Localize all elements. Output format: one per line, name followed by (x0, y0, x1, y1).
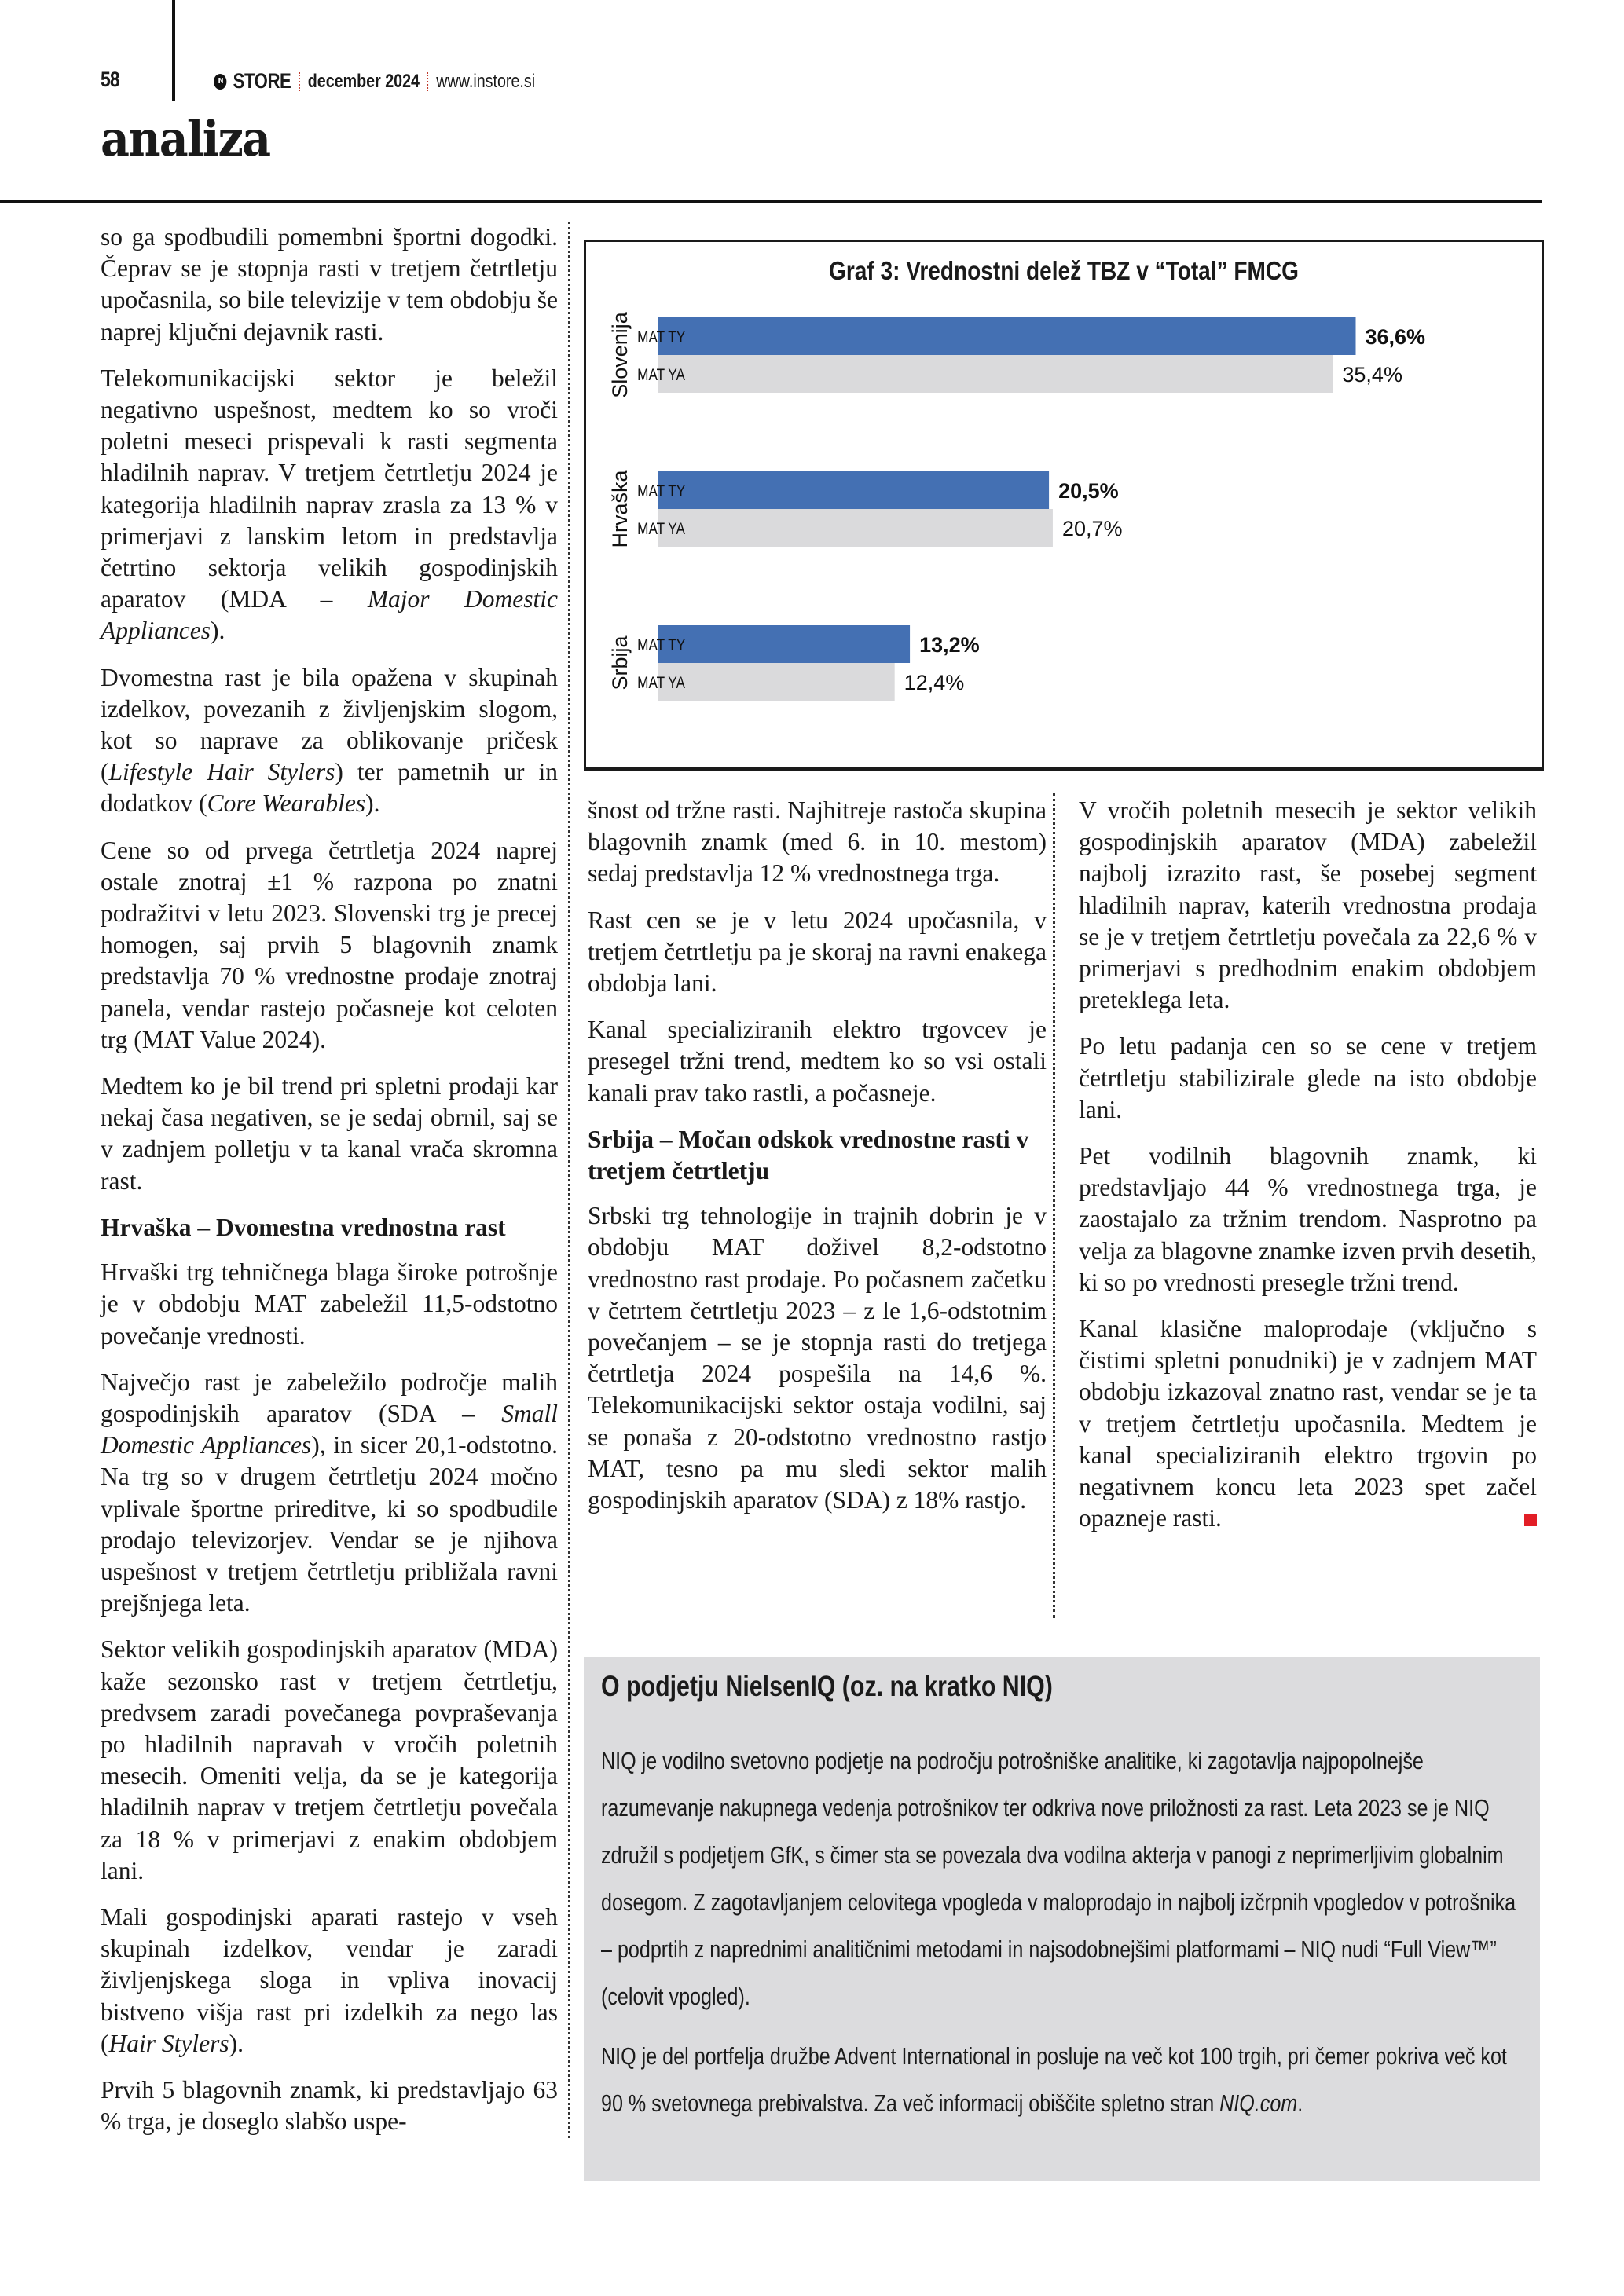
masthead (214, 69, 535, 93)
text: ). (229, 2029, 244, 2057)
text: ), in sicer 20,1-odstotno. Na trg so v drugem četrtletju 2024 močno vplivale športne prireditve, ki so spodbudile prodajo televizorjev. Vendar se je njihova uspešnost v tretjem četrtletju približala ravni prejšnjega leta. (101, 1431, 558, 1617)
data-label: 35,4% (1342, 363, 1402, 386)
paragraph (101, 363, 558, 647)
paragraph (101, 1367, 558, 1620)
series-label: MAT TY (637, 328, 686, 347)
issue-date: december 2024 (307, 70, 420, 92)
paragraph: Rast cen se je v letu 2024 upočasnila, v tretjem četrtletju pa je skoraj na ravni enakega obdobja lani. (588, 906, 1047, 998)
paragraph (101, 1902, 558, 2060)
paragraph (101, 662, 558, 820)
bar-mat-ty-0 (658, 317, 1355, 355)
subheading-croatia: Hrvaška – Dvomestna vrednostna rast (101, 1213, 506, 1241)
paragraph: Po letu padanja cen so se cene v tretjem četrtletju stabilizirale glede na isto obdobje lani. (1079, 1032, 1537, 1123)
data-label: 20,5% (1058, 479, 1119, 503)
niq-box-title: O podjetju NielsenIQ (oz. na kratko NIQ) (601, 1670, 1053, 1702)
right-column (1079, 795, 1537, 1549)
header-vertical-rule (172, 0, 175, 101)
italic-text: Small Domestic Appliances (101, 1399, 558, 1459)
bar-mat-ya-2 (658, 663, 895, 701)
bar-chart (586, 242, 1542, 767)
niq-box-body (601, 1738, 1524, 2140)
category-label-srbija: Srbija (608, 635, 632, 690)
text: Največjo rast je zabeležilo področje malih gospodinjskih aparatov (SDA – (101, 1368, 558, 1427)
chart-graf-3 (584, 240, 1544, 771)
paragraph: Prvih 5 blagovnih znamk, ki predstavljajo 63 % trga, je doseglo slabšo uspe- (101, 2075, 558, 2136)
section-title: analiza (101, 110, 270, 167)
column-divider (1053, 793, 1055, 1618)
data-label: 20,7% (1061, 517, 1123, 540)
italic-text: Core Wearables (207, 789, 366, 818)
website-link[interactable]: www.instore.si (436, 70, 536, 92)
category-label-hrvaška: Hrvaška (608, 470, 632, 548)
paragraph: NIQ je vodilno svetovno podjetje na področju potrošniške analitike, ki zagotavlja najpopolnejše razumevanje nakupnega vedenja potrošnikov ter odkriva nove priložnosti za rast. Leta 2023 se je NIQ združil s podjetjem GfK, s čimer sta se povezala dva vodilna akterja v panogi z neprimerljivim globalnim dosegom. Z zagotavljanjem celovitega vpogleda v maloprodajo in najbolj izčrpnih vpogledov v potrošnika – podprtih z naprednimi analitičnimi metodami in najsodobnejšimi platformami – NIQ nudi “Full View™” (celovit vpogled). (601, 1747, 1516, 2010)
text: Telekomunikacijski sektor je beležil negativno uspešnost, medtem ko so vroči poletni meseci prispevali k rasti segmenta hladilnih naprav. V tretjem četrtletju 2024 je kategorija hladilnih naprav zrasla za 13 % v primerjavi z lanskim letom in predstavlja četrtino sektorja velikih gospodinjskih aparatov (MDA – (101, 364, 558, 613)
series-label: MAT YA (637, 674, 685, 693)
series-label: MAT TY (637, 636, 686, 655)
bar-mat-ty-2 (658, 625, 910, 663)
left-column (101, 222, 558, 2152)
text: ). (210, 617, 225, 645)
text: ) ter pametnih ur in dodatkov ( (101, 758, 558, 818)
chart-title: Graf 3: Vrednostni delež TBZ v “Total” FMCG (829, 256, 1299, 285)
page-number: 58 (101, 68, 119, 91)
text: Mali gospodinjski aparati rastejo v vseh skupinah izdelkov, vendar je zaradi življenjskega sloga in vpliva inovacij bistveno višja rast pri izdelkih za nego las ( (101, 1902, 558, 2057)
paragraph: Srbski trg tehnologije in trajnih dobrin je v obdobju MAT doživel 8,2-odstotno vrednostno rast prodaje. Po počasnem začetku v četrtem četrtletju 2023 – z le 1,6-odstotnim povečanjem – se je stopnja rasti do tretjega četrtletja 2024 pospešila na 14,6 %. Telekomunikacijski sektor ostaja vodilni, saj se ponaša z 20-odstotno vrednostno rastjo MAT, tesno pa mu sledi sektor malih gospodinjskih aparatov (SDA) z 18% rastjo. (588, 1202, 1047, 1514)
column-divider (568, 222, 570, 2138)
data-label: 36,6% (1365, 325, 1426, 349)
text: Dvomestna rast je bila opažena v skupinah izdelkov, povezanih z življenjskim slogom, kot so naprave za oblikovanje pričesk ( (101, 663, 558, 786)
paragraph (1079, 1313, 1537, 1534)
paragraph: Kanal specializiranih elektro trgovcev je presegel tržni trend, medtem ko so vsi ostali kanali prav tako rastli, a počasneje. (588, 1016, 1047, 1107)
paragraph: Medtem ko je bil trend pri spletni prodaji kar nekaj časa negativen, se je sedaj obrnil, saj se v zadnjem polletju v ta kanal vrača skromna rast. (101, 1072, 558, 1195)
paragraph: Pet vodilnih blagovnih znamk, ki predstavljajo 44 % vrednostnega trga, je zaostajalo za tržnim trendom. Nasprotno pa velja za blagovne znamke izven prvih desetih, ki so po vrednosti presegle tržni trend. (1079, 1142, 1537, 1296)
text: ). (365, 789, 380, 818)
paragraph: so ga spodbudili pomembni športni dogodki. Čeprav se je stopnja rasti v tretjem četrtletju upočasnila, so bile televizije v tem obdobju še naprej ključni dejavnik rasti. (101, 223, 558, 346)
text: . (1297, 2089, 1303, 2117)
italic-text: Hair Stylers (108, 2029, 229, 2057)
separator (427, 72, 429, 91)
brand-name: STORE (233, 69, 291, 93)
paragraph: Hrvaški trg tehničnega blaga široke potrošnje je v obdobju MAT zabeležil 11,5-odstotno povečanje vrednosti. (101, 1258, 558, 1349)
paragraph: Sektor velikih gospodinjskih aparatov (MDA) kaže sezonsko rast v tretjem četrtletju, predvsem zaradi povečanega povpraševanja po hladilnih napravah v vročih poletnih mesecih. Omeniti velja, da se je kategorija hladilnih naprav v tretjem četrtletju povečala za 18 % v primerjavi z enakim obdobjem lani. (101, 1635, 558, 1884)
in-store-logo-icon: IN (214, 74, 226, 90)
niq-info-box (584, 1657, 1540, 2181)
separator (299, 72, 300, 91)
data-label: 13,2% (919, 633, 980, 657)
paragraph (601, 2033, 1524, 2127)
italic-text: Major Domestic Appliances (101, 585, 558, 645)
italic-text: Lifestyle Hair Stylers (108, 758, 335, 786)
paragraph: V vročih poletnih mesecih je sektor velikih gospodinjskih aparatov (MDA) zabeležil najbolj izrazito rast, še posebej segment hladilnih naprav, katerih vrednostna prodaja se je v tretjem četrtletju povečala za 22,6 % v primerjavi s predhodnim enakim obdobjem preteklega leta. (1079, 796, 1537, 1014)
category-label-slovenija: Slovenija (608, 312, 632, 398)
series-label: MAT YA (637, 520, 685, 539)
bar-mat-ty-1 (658, 471, 1049, 509)
series-label: MAT YA (637, 366, 685, 385)
header-rule (0, 200, 1542, 203)
series-label: MAT TY (637, 482, 686, 501)
text: Kanal klasične maloprodaje (vključno s čistimi spletni ponudniki) je v zadnjem MAT obdobju izkazoval znatno rast, vendar se je ta v tretjem četrtletju upočasnila. Medtem je kanal specializiranih elektro trgovin po negativnem koncu leta 2023 spet začel opazneje rasti. (1079, 1315, 1537, 1532)
subheading-serbia: Srbija – Močan odskok vrednostne rasti v tretjem četrtletju (588, 1125, 1029, 1185)
bar-mat-ya-1 (658, 509, 1053, 547)
data-label: 12,4% (904, 671, 965, 694)
paragraph: šnost od tržne rasti. Najhitreje rastoča skupina blagovnih znamk (med 6. in 10. mestom) sedaj predstavlja 12 % vrednostnega trga. (588, 796, 1047, 888)
text: NIQ je del portfelja družbe Advent International in posluje na več kot 100 trgih, pri čemer pokriva več kot 90 % svetovnega prebivalstva. Za več informacij obiščite spletno stran (601, 2042, 1507, 2117)
niq-link[interactable]: NIQ.com (1219, 2089, 1298, 2117)
article-end-mark-icon (1524, 1514, 1537, 1526)
middle-column (588, 795, 1047, 1531)
bar-mat-ya-0 (658, 355, 1333, 393)
paragraph: Cene so od prvega četrtletja 2024 naprej ostale znotraj ±1 % razpona po znatni podražitvi v letu 2023. Slovenski trg je precej homogen, saj prvih 5 blagovnih znamk predstavlja 70 % vrednostne prodaje znotraj panela, vendar rastejo počasneje kot celoten trg (MAT Value 2024). (101, 836, 558, 1053)
